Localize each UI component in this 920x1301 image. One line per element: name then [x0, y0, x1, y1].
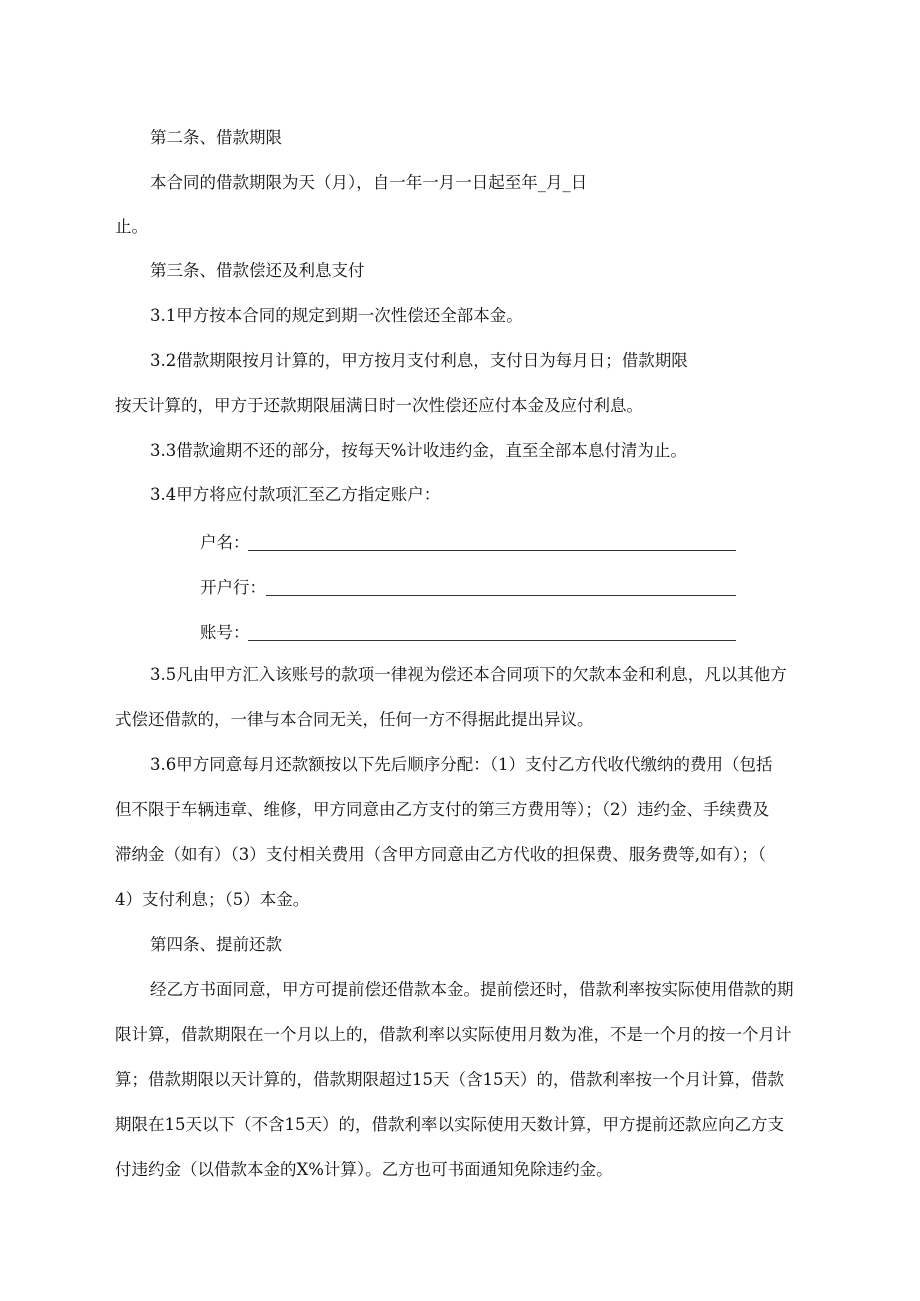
- account-name-label: 户名：: [200, 533, 250, 552]
- account-bank-row: [200, 574, 736, 596]
- clause-3-5-line1: 3.5凡由甲方汇入该账号的款项一律视为偿还本合同项下的欠款本金和利息，凡以其他方: [150, 665, 787, 684]
- article4-line5: 付违约金（以借款本金的X%计算）。乙方也可书面通知免除违约金。: [115, 1160, 613, 1179]
- article4-line4: 期限在15天以下（不含15天）的，借款利率以实际使用天数计算，甲方提前还款应向乙方支: [115, 1115, 784, 1134]
- account-number-label: 账号：: [200, 623, 250, 642]
- clause-3-3: 3.3借款逾期不还的部分，按每天%计收违约金，直至全部本息付清为止。: [150, 441, 687, 460]
- account-bank-label: 开户行：: [200, 578, 266, 597]
- account-name-blank: [248, 550, 736, 551]
- article4-line1: 经乙方书面同意，甲方可提前偿还借款本金。提前偿还时，借款利率按实际使用借款的期: [150, 980, 794, 999]
- clause-3-6-line1: 3.6甲方同意每月还款额按以下先后顺序分配：（1）支付乙方代收代缴纳的费用（包括: [150, 755, 773, 774]
- account-bank-blank: [266, 595, 736, 596]
- article3-heading: 第三条、借款偿还及利息支付: [150, 261, 365, 280]
- article2-line1: 本合同的借款期限为天（月），自一年一月一日起至年_月_日: [150, 173, 588, 192]
- clause-3-5-line2: 式偿还借款的，一律与本合同无关，任何一方不得据此提出异议。: [115, 710, 594, 729]
- clause-3-6-line4: 4）支付利息；（5）本金。: [115, 890, 310, 909]
- article2-line2: 止。: [115, 217, 148, 236]
- clause-3-2-line1: 3.2借款期限按月计算的，甲方按月支付利息，支付日为每月日；借款期限: [150, 351, 688, 370]
- clause-3-2-line2: 按天计算的，甲方于还款期限届满日时一次性偿还应付本金及应付利息。: [115, 396, 643, 415]
- clause-3-1: 3.1甲方按本合同的规定到期一次性偿还全部本金。: [150, 306, 523, 325]
- clause-3-6-line3: 滞纳金（如有）（3）支付相关费用（含甲方同意由乙方代收的担保费、服务费等,如有）；（: [115, 845, 766, 864]
- clause-3-4: 3.4甲方将应付款项汇至乙方指定账户：: [150, 485, 441, 504]
- article2-heading: 第二条、借款期限: [150, 128, 282, 147]
- article4-line2: 限计算，借款期限在一个月以上的，借款利率以实际使用月数为准，不是一个月的按一个月计: [115, 1025, 792, 1044]
- account-number-blank: [248, 640, 736, 641]
- article4-heading: 第四条、提前还款: [150, 935, 282, 954]
- article4-line3: 算；借款期限以天计算的，借款期限超过15天（含15天）的，借款利率按一个月计算，借款: [115, 1070, 784, 1089]
- clause-3-6-line2: 但不限于车辆违章、维修，甲方同意由乙方支付的第三方费用等）；（2）违约金、手续费及: [115, 800, 769, 819]
- account-number-row: [200, 619, 736, 641]
- account-name-row: [200, 529, 736, 551]
